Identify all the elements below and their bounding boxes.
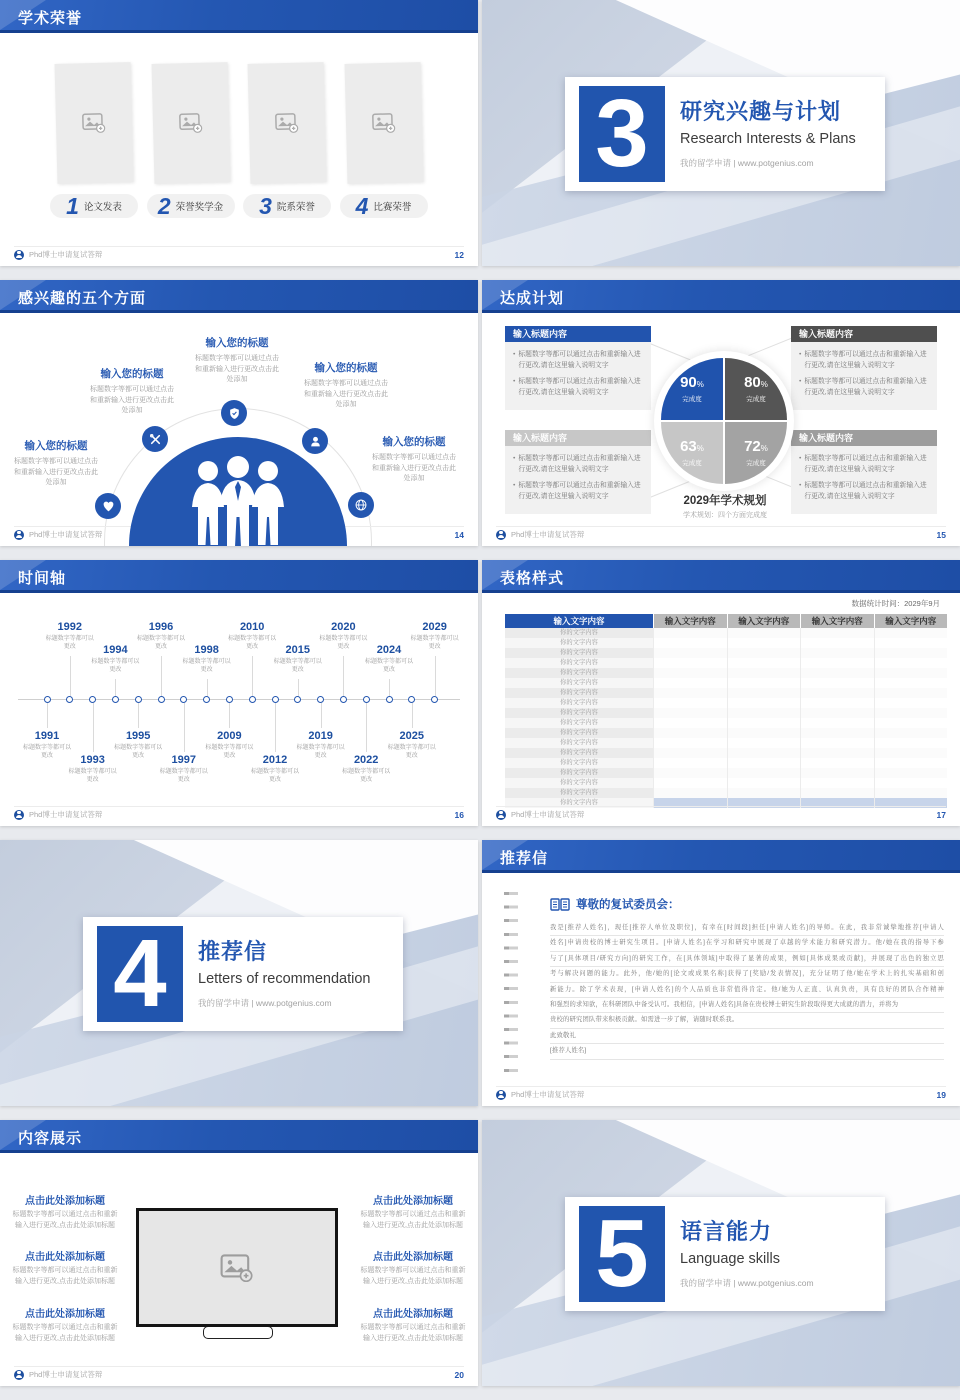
section-title: 研究兴趣与计划 [680,99,842,124]
pie-quadrant: 80% 完成度 [725,358,787,420]
table-cell [800,668,874,678]
footer-logo-icon [14,810,24,820]
table-cell [800,748,874,758]
table-cell [874,688,948,698]
table-cell: 你的文字内容 [505,788,653,798]
table-cell [874,668,948,678]
honor-number: 2 [157,192,171,219]
table-cell [653,668,727,678]
timeline-year: 2010 [239,621,265,633]
plan-bullet: • 标题数字等都可以通过点击和重新输入进行更改,请在这里输入说明文字 [799,454,929,475]
table-cell [653,658,727,668]
slide-footer [496,526,946,542]
timeline-caption: 标题数字等都可以更改 [387,745,436,760]
table-cell: 你的文字内容 [505,658,653,668]
pie-quadrant: 72% 完成度 [725,422,787,484]
table-cell [874,658,948,668]
table-row [505,688,947,698]
display-text-block: 点击此处添加标题 标题数字等都可以通过点击和重新输入进行更改,点击此处添加标题 [360,1252,466,1285]
table-cell: 你的文字内容 [505,728,653,738]
honor-number: 1 [66,192,79,219]
table-cell: 你的文字内容 [505,638,653,648]
letter-line: [推荐人姓名] [550,1044,944,1059]
honor-item [340,63,428,218]
table-cell [727,628,801,638]
timeline-year: 1998 [194,644,219,656]
section-number-badge: 4 [97,926,183,1022]
heart-icon [95,493,121,519]
section-tagline: 我的留学申请 | www.potgenius.com [680,1278,814,1288]
table-cell [800,718,874,728]
team-people-icon [174,455,302,546]
page-number: 16 [454,809,464,820]
table-cell [874,628,948,638]
image-placeholder-icon [371,113,395,134]
table-row [505,638,947,648]
section-number-badge: 3 [579,86,665,182]
footer-text: Phd博士申请复试答辩 [511,810,585,819]
timeline-year: 2015 [285,644,311,656]
honor-item [50,63,138,218]
page-title: 感兴趣的五个方面 [18,290,147,307]
section-title: 语言能力 [680,1219,773,1244]
section-tagline: 我的留学申请 | www.potgenius.com [198,998,332,1008]
timeline-year: 1996 [148,621,174,633]
table-cell [727,648,801,658]
table-header-cell: 输入文字内容 [874,614,948,628]
honor-number: 4 [355,192,369,219]
timeline-caption: 标题数字等都可以更改 [68,769,117,784]
slide-footer [14,1366,464,1382]
table-cell: 你的文字内容 [505,648,653,658]
photo-placeholder [248,62,327,184]
table-cell [874,778,948,788]
table-cell [800,728,874,738]
timeline-caption: 标题数字等都可以更改 [273,659,322,674]
footer-text: Phd博士申请复试答辩 [29,1370,103,1379]
timeline-item [403,560,467,826]
timeline-caption: 标题数字等都可以更改 [182,659,231,674]
page-number: 17 [936,809,946,820]
footer-text: Phd博士申请复试答辩 [29,530,103,539]
table-cell [727,718,801,728]
timeline-caption: 标题数字等都可以更改 [205,745,254,760]
table-cell: 你的文字内容 [505,758,653,768]
slide-table-style[interactable] [482,560,960,826]
table-cell [653,758,727,768]
tv-stand [203,1326,273,1339]
table-cell [727,728,801,738]
table-cell [800,738,874,748]
shield-icon [221,400,247,426]
table-row [505,788,947,798]
table-cell [874,728,948,738]
timeline-caption: 标题数字等都可以更改 [91,659,140,674]
connector-line [744,335,798,358]
letter-line: 姓名]申请贵校的博士研究生项目。[申请人姓名]在学习和研究中展现了卓越的学术能力和研究潜力。他/她在我的指导下参 [550,936,944,951]
slide-header-bar [0,1120,478,1153]
table-cell [727,708,801,718]
person-icon [302,428,328,454]
table-cell [727,768,801,778]
completion-pie-chart [659,356,789,486]
aspect-block: 输入您的标题 标题数字等都可以通过点击和重新输入进行更改点击此处添加 [372,436,456,482]
table-cell [800,778,874,788]
table-cell [727,678,801,688]
table-note: 数据统计时间：2029年9月 [851,599,940,608]
timeline-year: 1992 [57,621,83,633]
timeline-year: 2009 [217,730,242,742]
image-placeholder-icon [275,113,299,134]
table-cell: 你的文字内容 [505,688,653,698]
table-cell [727,748,801,758]
footer-logo-icon [496,1090,506,1100]
page-title: 推荐信 [500,850,549,867]
plan-bullet: • 标题数字等都可以通过点击和重新输入进行更改,请在这里输入说明文字 [513,377,643,398]
timeline-year: 1993 [80,754,105,766]
table-row [505,708,947,718]
table-cell [874,708,948,718]
photo-placeholder [344,62,423,184]
honor-item [243,63,331,218]
table-cell [874,748,948,758]
table-cell [874,768,948,778]
table-row [505,748,947,758]
table-row [505,738,947,748]
footer-logo-icon [14,530,24,540]
honor-number: 3 [259,192,272,219]
table-cell [874,648,948,658]
table-cell [653,728,727,738]
slide-footer [14,806,464,822]
timeline-caption: 标题数字等都可以更改 [45,636,94,651]
table-cell [800,628,874,638]
footer-text: Phd博士申请复试答辩 [511,530,585,539]
plan-bullet: • 标题数字等都可以通过点击和重新输入进行更改,请在这里输入说明文字 [513,350,643,371]
timeline-caption: 标题数字等都可以更改 [228,636,277,651]
plan-box [791,430,937,514]
table-cell [727,638,801,648]
section-card [565,1197,885,1311]
section-card [83,917,403,1031]
table-cell: 你的文字内容 [505,778,653,788]
table-cell [653,738,727,748]
plan-bullet: • 标题数字等都可以通过点击和重新输入进行更改,请在这里输入说明文字 [513,454,643,475]
slide-header-bar [0,0,478,33]
honor-label-pill [50,194,138,218]
plan-bullet: • 标题数字等都可以通过点击和重新输入进行更改,请在这里输入说明文字 [799,377,929,398]
table-cell [653,718,727,728]
table-cell [874,718,948,728]
table-cell [800,658,874,668]
table-cell [800,698,874,708]
table-cell: 你的文字内容 [505,768,653,778]
honor-label: 比赛荣誉 [373,202,412,213]
letter-line: 新能力。除了学术表现，[申请人姓名]的个人品质也非常值得肯定。他/她为人正直、认真负责，具有良好的团队合作精神 [550,983,944,998]
table-cell [727,688,801,698]
honor-label: 荣誉奖学金 [175,202,224,213]
timeline-year: 2020 [331,621,356,633]
table-cell [800,758,874,768]
table-row [505,628,947,638]
table-cell [653,678,727,688]
table-cell: 你的文字内容 [505,628,653,638]
timeline-year: 2019 [308,730,333,742]
section-subtitle: Letters of recommendation [198,971,371,987]
table-row [505,718,947,728]
plan-bullet: • 标题数字等都可以通过点击和重新输入进行更改,请在这里输入说明文字 [799,481,929,502]
letter-line: 贵校的研究团队带来积极贡献。如需进一步了解，请随时联系我。 [550,1013,944,1028]
table-cell [874,788,948,798]
photo-placeholder [55,62,134,184]
globe-icon [348,492,374,518]
display-text-block: 点击此处添加标题 标题数字等都可以通过点击和重新输入进行更改,点击此处添加标题 [12,1309,118,1342]
footer-logo-icon [14,1370,24,1380]
slide-header-bar [482,280,960,313]
table-row [505,678,947,688]
page-title: 达成计划 [500,290,565,307]
table-cell [874,758,948,768]
table-cell [727,668,801,678]
documents-icon [550,898,570,911]
letter-line: 和强烈的求知欲，在科研团队中备受认可。我相信，[申请人姓名]具备在贵校博士研究生阶段取得更大成就的潜力，并将为 [550,998,944,1013]
honor-label: 论文发表 [83,202,122,213]
slide-timeline[interactable] [0,560,478,826]
timeline-caption: 标题数字等都可以更改 [364,659,413,674]
table-header-row [505,614,947,628]
table-cell [800,688,874,698]
table-row [505,668,947,678]
honor-label-pill [147,194,235,218]
timeline-year: 1997 [171,754,197,766]
page-number: 14 [454,529,464,540]
table-cell [800,638,874,648]
table-cell [653,778,727,788]
aspect-block: 输入您的标题 标题数字等都可以通过点击和重新输入进行更改点击此处添加 [195,337,279,383]
section-subtitle: Research Interests & Plans [680,131,856,147]
slide-recommendation-letter[interactable] [482,840,960,1106]
letter-line: 此致敬礼 [550,1029,944,1044]
table-row [505,648,947,658]
table-cell [800,648,874,658]
page-title: 表格样式 [500,570,565,587]
section-subtitle: Language skills [680,1251,780,1267]
page-title: 学术荣誉 [18,10,83,27]
table-cell [874,638,948,648]
display-text-block: 点击此处添加标题 标题数字等都可以通过点击和重新输入进行更改,点击此处添加标题 [12,1252,118,1285]
slide-plan[interactable] [482,280,960,546]
table-cell [800,678,874,688]
data-table [505,614,947,808]
display-text-block: 点击此处添加标题 标题数字等都可以通过点击和重新输入进行更改,点击此处添加标题 [360,1309,466,1342]
table-row [505,778,947,788]
timeline-year: 1991 [34,730,60,742]
letter-lines [550,921,944,1060]
timeline-year: 2012 [262,754,288,766]
plan-bullet: • 标题数字等都可以通过点击和重新输入进行更改,请在这里输入说明文字 [799,350,929,371]
timeline-year: 2025 [399,730,425,742]
plan-bullet: • 标题数字等都可以通过点击和重新输入进行更改,请在这里输入说明文字 [513,481,643,502]
slide-section-3[interactable] [482,0,960,266]
page-title: 内容展示 [18,1130,83,1147]
letter-salutation: 尊敬的复试委员会： [550,896,944,912]
slide-header-bar [0,280,478,313]
table-row [505,768,947,778]
table-cell: 你的文字内容 [505,698,653,708]
table-header-cell: 输入文字内容 [727,614,801,628]
footer-logo-icon [14,250,24,260]
table-cell: 你的文字内容 [505,718,653,728]
table-cell [653,698,727,708]
slide-footer [14,246,464,262]
table-cell [874,698,948,708]
table-cell [800,768,874,778]
table-cell: 你的文字内容 [505,748,653,758]
table-cell [653,648,727,658]
footer-logo-icon [496,530,506,540]
table-row [505,698,947,708]
timeline-year: 2022 [353,754,379,766]
timeline-caption: 标题数字等都可以更改 [342,769,391,784]
table-cell [653,768,727,778]
image-placeholder-icon [178,113,202,134]
plan-box-title: 输入标题内容 [791,430,937,446]
page-number: 12 [454,249,464,260]
section-title: 推荐信 [198,939,268,964]
table-cell [727,738,801,748]
display-text-block: 点击此处添加标题 标题数字等都可以通过点击和重新输入进行更改,点击此处添加标题 [12,1196,118,1229]
table-row [505,728,947,738]
timeline-caption: 标题数字等都可以更改 [136,636,185,651]
table-cell: 你的文字内容 [505,708,653,718]
table-cell [727,758,801,768]
timeline-caption: 标题数字等都可以更改 [250,769,299,784]
timeline-caption: 标题数字等都可以更改 [319,636,368,651]
letter-line: 与了[具体项目/研究方向]的研究工作，在[具体领域]中取得了显著的成果，例如[具体成果或贡献]，并展现了出色的独立思 [550,952,944,967]
footer-text: Phd博士申请复试答辩 [29,810,103,819]
image-placeholder-icon [82,113,106,134]
honor-label: 院系荣誉 [276,202,315,213]
table-header-cell: 输入文字内容 [505,614,653,628]
letter-line: 考与解决问题的能力。此外，他/她的[论文或成果名称]获得了[奖励/发表情况]，充分证明了他/她在学术上的扎实基础和创 [550,967,944,982]
plan-box [505,326,651,410]
timeline-year: 2029 [422,621,447,633]
pie-quadrant: 63% 完成度 [661,422,723,484]
table-cell [800,788,874,798]
table-cell: 你的文字内容 [505,678,653,688]
image-placeholder-icon [220,1254,254,1282]
aspect-block: 输入您的标题 标题数字等都可以通过点击和重新输入进行更改点击此处添加 [304,362,388,408]
plan-box-title: 输入标题内容 [791,326,937,342]
table-cell [653,628,727,638]
table-cell: 你的文字内容 [505,798,653,808]
table-body [505,628,947,808]
table-cell [727,658,801,668]
slide-footer [496,1086,946,1102]
page-number: 20 [454,1369,464,1380]
slide-footer [496,806,946,822]
table-header-cell: 输入文字内容 [653,614,727,628]
timeline-caption: 标题数字等都可以更改 [114,745,163,760]
slide-header-bar [482,840,960,873]
table-cell [727,788,801,798]
tv-screen [136,1208,338,1327]
timeline-dot [431,696,438,703]
plan-box [505,430,651,514]
display-text-block: 点击此处添加标题 标题数字等都可以通过点击和重新输入进行更改,点击此处添加标题 [360,1196,466,1229]
slide-academic-honors[interactable] [0,0,478,266]
photo-placeholder [151,62,230,184]
aspect-block: 输入您的标题 标题数字等都可以通过点击和重新输入进行更改点击此处添加 [90,368,174,414]
plan-box-title: 输入标题内容 [505,430,651,446]
spiral-binding [504,892,518,1082]
section-tagline: 我的留学申请 | www.potgenius.com [680,158,814,168]
footer-text: Phd博士申请复试答辩 [511,1090,585,1099]
table-cell [874,738,948,748]
table-row [505,758,947,768]
table-cell [874,678,948,688]
timeline-caption: 标题数字等都可以更改 [22,745,71,760]
slide-section-5[interactable] [482,1120,960,1386]
letter-body [550,896,944,1060]
plan-box-title: 输入标题内容 [505,326,651,342]
table-cell [653,688,727,698]
footer-text: Phd博士申请复试答辩 [29,250,103,259]
pie-caption: 2029年学术规划 学术规划：四个方面完成度 [683,495,767,519]
table-cell [653,748,727,758]
page-title: 时间轴 [18,570,67,587]
timeline-year: 2024 [376,644,402,656]
table-cell [653,708,727,718]
letter-line: 我是[推荐人姓名]，现任[推荐人单位及职位]，有幸在[时间段]担任[申请人姓名]的导师。在此，我非常诚挚地推荐[申请人 [550,921,944,936]
table-cell [727,778,801,788]
table-cell [653,638,727,648]
footer-logo-icon [496,810,506,820]
page-number: 15 [936,529,946,540]
plan-box [791,326,937,410]
aspect-block: 输入您的标题 标题数字等都可以通过点击和重新输入进行更改点击此处添加 [14,440,98,486]
page-number: 19 [936,1089,946,1100]
tools-icon [142,426,168,452]
honor-label-pill [340,194,428,218]
timeline-caption: 标题数字等都可以更改 [410,636,459,651]
pie-quadrant: 90% 完成度 [661,358,723,420]
table-cell [727,698,801,708]
section-number-badge: 5 [579,1206,665,1302]
honor-label-pill [243,194,331,218]
slide-header-bar [482,560,960,593]
slide-section-4[interactable] [0,840,478,1106]
table-cell [653,788,727,798]
section-card [565,77,885,191]
honor-item [147,63,235,218]
timeline-caption: 标题数字等都可以更改 [296,745,345,760]
slide-five-aspects[interactable] [0,280,478,546]
table-cell: 你的文字内容 [505,668,653,678]
table-cell: 你的文字内容 [505,738,653,748]
timeline-year: 1995 [125,730,151,742]
timeline-year: 1994 [103,644,128,656]
table-header-cell: 输入文字内容 [800,614,874,628]
timeline-caption: 标题数字等都可以更改 [159,769,208,784]
table-cell [800,708,874,718]
table-row [505,658,947,668]
slide-content-display[interactable] [0,1120,478,1386]
